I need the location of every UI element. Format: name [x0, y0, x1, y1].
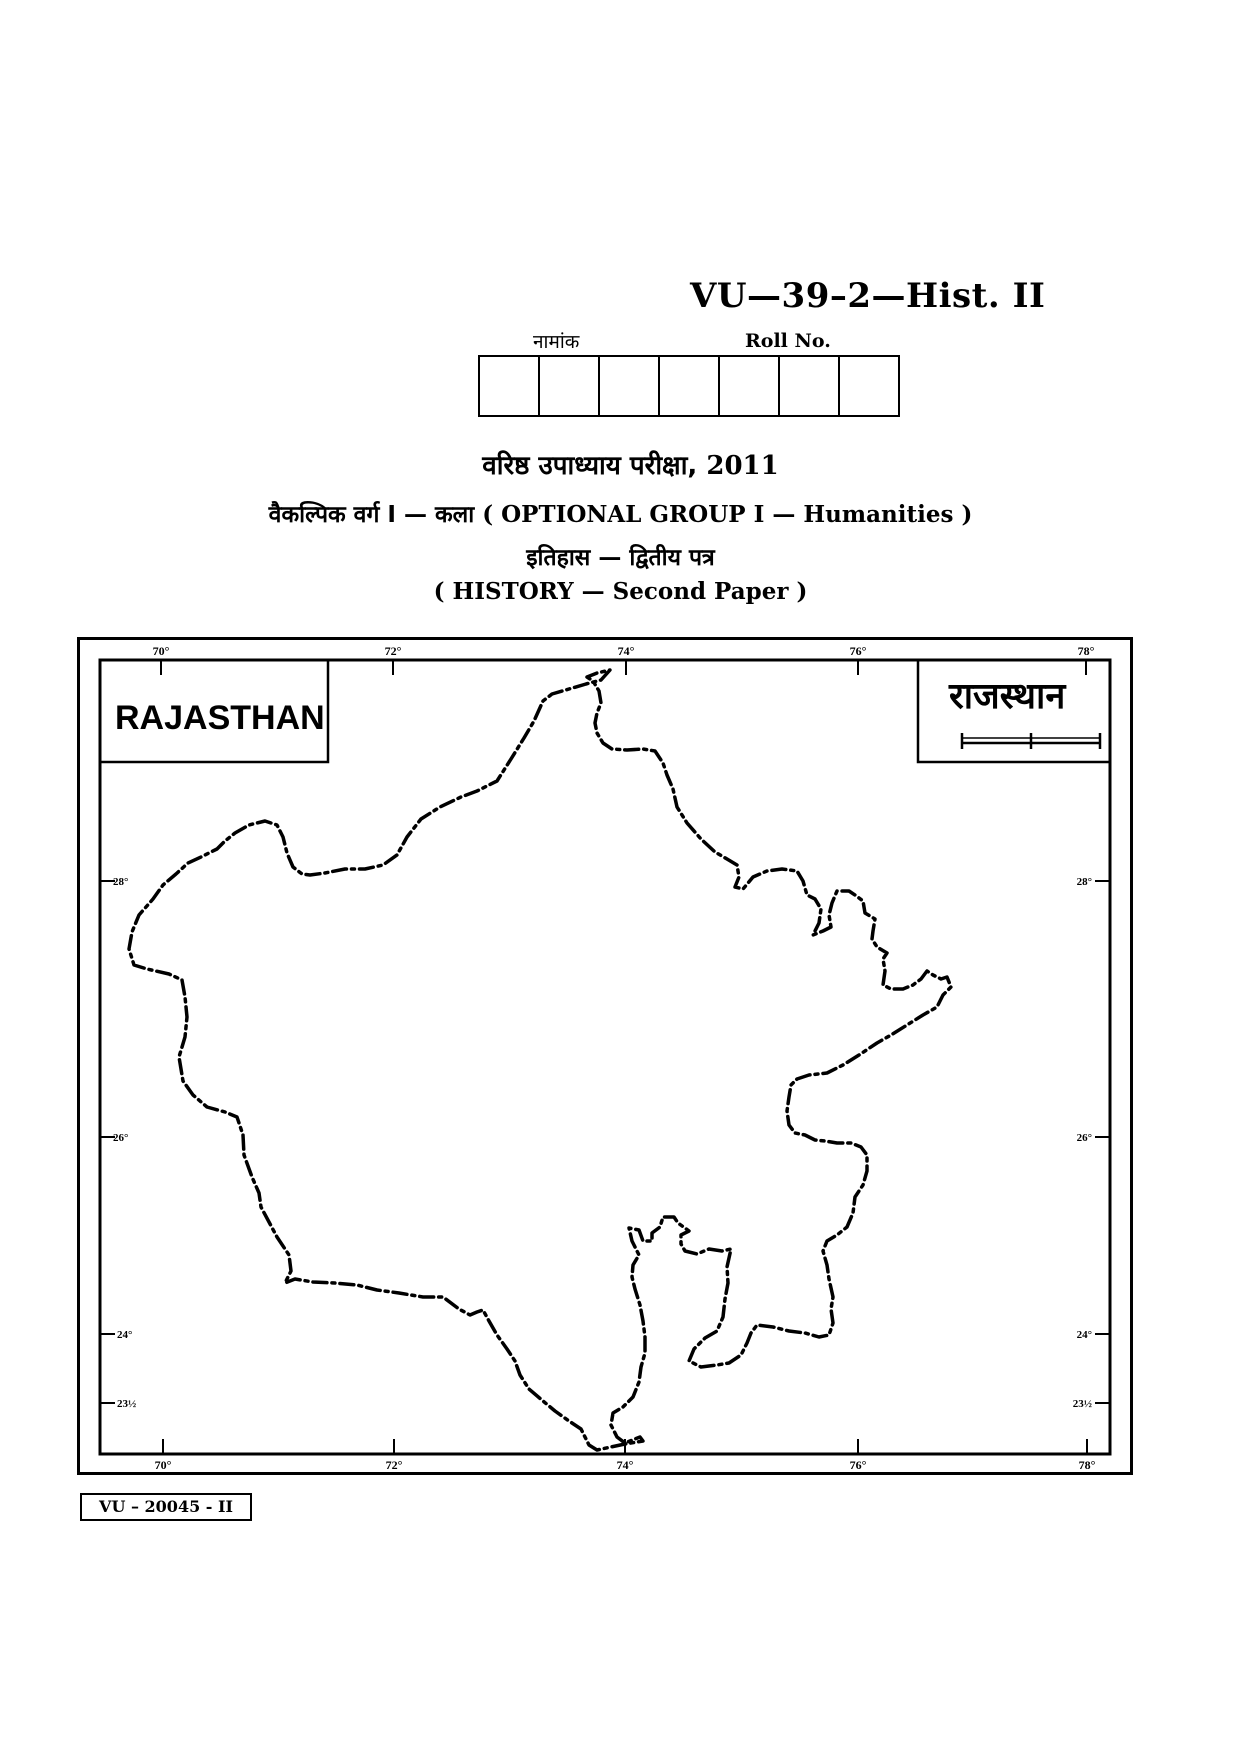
optional-group	[0, 497, 1241, 529]
roll-digit-box[interactable]	[480, 357, 540, 415]
top-tick-label: 70°	[152, 644, 170, 658]
top-tick-label: 78°	[1077, 644, 1095, 658]
top-ticks	[161, 660, 1086, 675]
top-tick-label: 72°	[384, 644, 402, 658]
roll-digit-box[interactable]	[540, 357, 600, 415]
bottom-tick-label: 70°	[154, 1458, 172, 1472]
bottom-tick-label: 76°	[849, 1458, 867, 1472]
rajasthan-boundary	[129, 670, 951, 1450]
right-tick-label: 26°	[1076, 1132, 1092, 1144]
right-tick-label: 23½	[1072, 1398, 1092, 1410]
bottom-tick-label: 74°	[616, 1458, 634, 1472]
exam-title	[0, 446, 1241, 482]
map-inner-frame	[100, 660, 1110, 1454]
roll-digit-box[interactable]	[660, 357, 720, 415]
paper-serial-code: VU – 20045 - II	[80, 1493, 252, 1521]
right-tick-label: 24°	[1076, 1329, 1092, 1341]
left-tick-label: 26°	[113, 1132, 129, 1144]
exam-year: 2011	[706, 451, 779, 481]
roll-number-boxes	[478, 355, 900, 417]
roll-digit-box[interactable]	[600, 357, 660, 415]
paper-code: VU—39–2—Hist. II	[690, 276, 1046, 316]
left-tick-label: 23½	[117, 1398, 137, 1410]
left-tick-label: 28°	[113, 876, 129, 888]
map-title-english: RAJASTHAN	[115, 699, 325, 737]
bottom-tick-label: 72°	[385, 1458, 403, 1472]
roll-label-hindi: नामांक	[533, 331, 580, 353]
top-tick-label: 76°	[849, 644, 867, 658]
subject-english: ( HISTORY — Second Paper )	[433, 578, 808, 605]
roll-label-english: Roll No.	[745, 330, 831, 352]
roll-digit-box[interactable]	[780, 357, 840, 415]
left-tick-label: 24°	[117, 1329, 133, 1341]
roll-digit-box[interactable]	[720, 357, 780, 415]
group-english: ( OPTIONAL GROUP I — Humanities )	[482, 501, 973, 528]
map-title-hindi: राजस्थान	[949, 676, 1066, 717]
right-ticks	[1095, 881, 1110, 1403]
rajasthan-map	[77, 637, 1133, 1475]
right-tick-label: 28°	[1076, 876, 1092, 888]
scale-bar	[962, 733, 1100, 749]
top-tick-label: 74°	[617, 644, 635, 658]
exam-title-hindi: वरिष्ठ उपाध्याय परीक्षा,	[482, 451, 698, 481]
roll-digit-box[interactable]	[840, 357, 898, 415]
subject-hindi: इतिहास — द्वितीय पत्र	[526, 545, 715, 571]
group-hindi: वैकल्पिक वर्ग I — कला	[268, 502, 475, 528]
bottom-tick-label: 78°	[1078, 1458, 1096, 1472]
